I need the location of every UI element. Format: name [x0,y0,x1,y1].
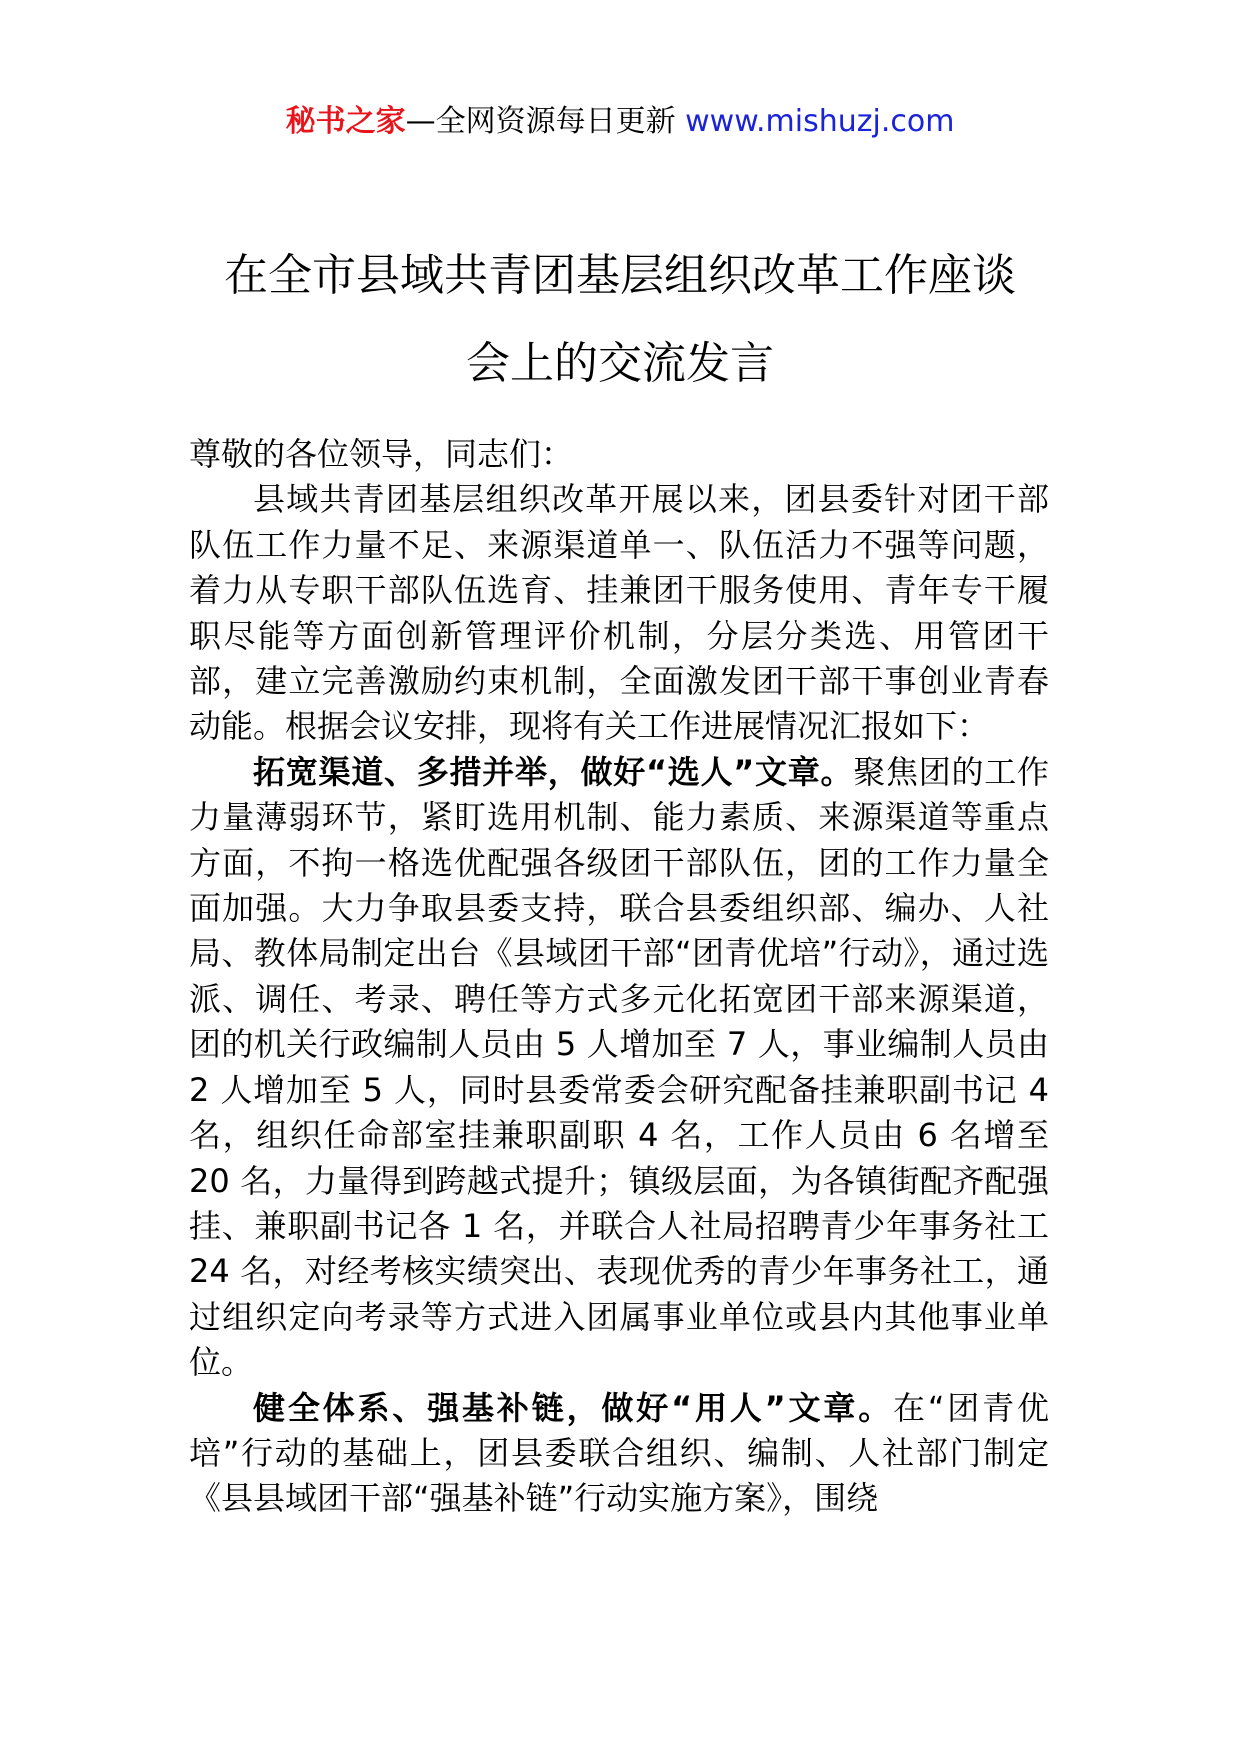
document-body [189,432,1049,1522]
header-slogan: —全网资源每日更新 [405,104,686,139]
section-1-paragraph [189,750,1049,1386]
title-line-2: 会上的交流发言 [466,338,774,389]
section-1-heading: 拓宽渠道、多措并举，做好“选人”文章。 [253,752,854,791]
intro-paragraph: 县域共青团基层组织改革开展以来，团县委针对团干部队伍工作力量不足、来源渠道单一、队伍活力不强等问题，着力从专职干部队伍选育、挂兼团干服务使用、青年专干履职尽能等方面创新管理评价机制，分层分类选、用管团干部，建立完善激励约束机制，全面激发团干部干事创业青春动能。根据会议安排，现将有关工作进展情况汇报如下： [189,480,1049,746]
section-2-heading: 健全体系、强基补链，做好“用人”文章。 [253,1388,894,1427]
salutation: 尊敬的各位领导，同志们： [189,435,574,473]
title-line-1: 在全市县域共青团基层组织改革工作座谈 [224,250,1016,301]
section-2-paragraph [189,1386,1049,1522]
section-2-text: 在“团青优培”行动的基础上，团县委联合组织、编制、人社部门制定《县县域团干部“强基补链”行动实施方案》，围绕 [189,1388,1049,1518]
header-url-link[interactable]: www.mishuzj.com [685,104,955,139]
document-title [150,232,1090,408]
page-header [0,102,1240,142]
header-brand: 秘书之家 [285,104,406,139]
section-1-text: 聚焦团的工作力量薄弱环节，紧盯选用机制、能力素质、来源渠道等重点方面，不拘一格选优配强各级团干部队伍，团的工作力量全面加强。大力争取县委支持，联合县委组织部、编办、人社局、教体局制定出台《县域团干部“团青优培”行动》，通过选派、调任、考录、聘任等方式多元化拓宽团干部来源渠道，团的机关行政编制人员由 5 人增加至 7 人，事业编制人员由 2 人增加至 5 人，同时县委常委会研究配备挂兼职副书记 4 名，组织任命部室挂兼职副职 4 名，工作人员由 6 名增至 20 名，力量得到跨越式提升；镇级层面，为各镇街配齐配强挂、兼职副书记各 1 名，并联合人社局招聘青少年事务社工 24 名，对经考核实绩突出、表现优秀的青少年事务社工，通过组织定向考录等方式进入团属事业单位或县内其他事业单位。 [189,752,1049,1382]
